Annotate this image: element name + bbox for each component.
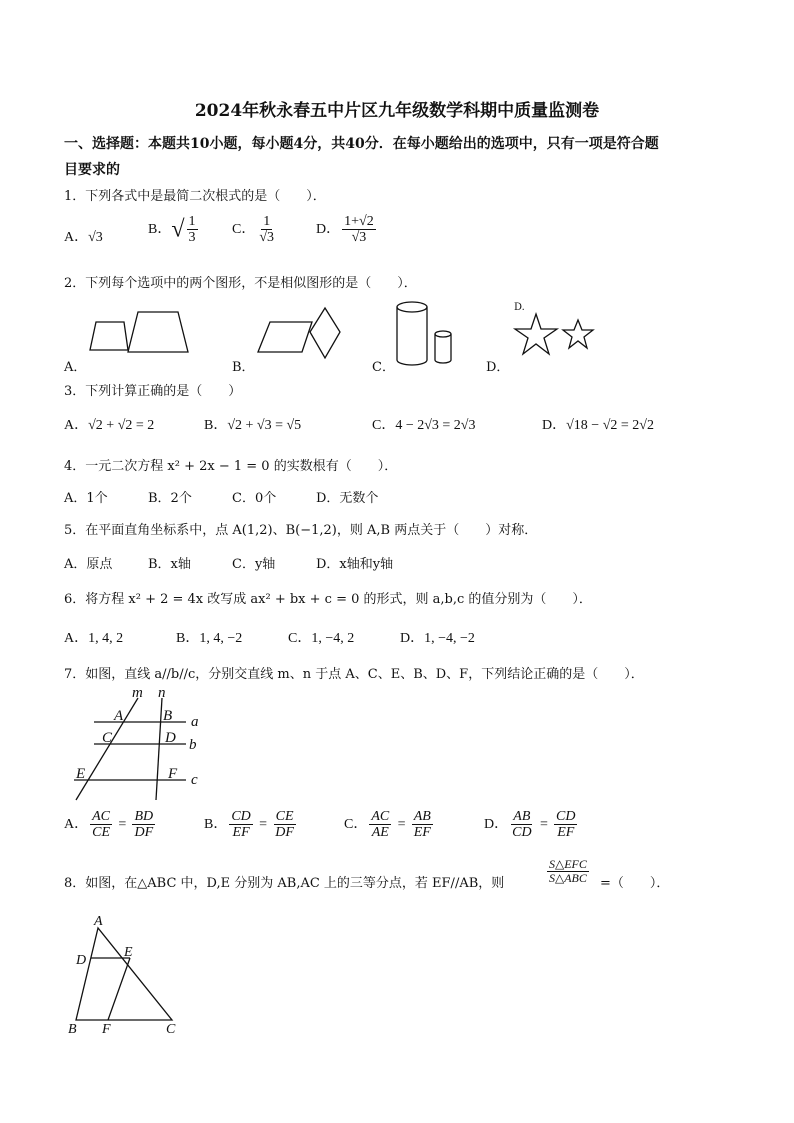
- label-b: b: [189, 737, 197, 753]
- q2-label-d-top: D.: [514, 302, 525, 313]
- q6-option-b: B．1, 4, −2: [176, 631, 243, 646]
- label-a: a: [191, 714, 199, 730]
- q7-option-c: C． $\frac{AC}{AE}$ = $\frac{AB}{EF}$: [344, 809, 431, 841]
- q7-stem: 7．如图，直线 a//b//c，分别交直线 m、n 于点 A、C、E、B、D、F，下列结论正确的是（ ）．: [64, 667, 644, 682]
- line-n: [156, 698, 162, 800]
- segment-EF: [108, 958, 130, 1020]
- q7-option-b: B． $\frac{CD}{EF}$ = $\frac{CE}{DF}$: [204, 809, 294, 841]
- q8-fraction: $\frac{\text{S△EFC}}{\text{S△ABC}}$: [549, 857, 587, 886]
- q6-option-d: D．1, −4, −2: [400, 631, 475, 646]
- q3-option-c: C．4 − 2√3 = 2√3: [372, 418, 476, 433]
- label-C: C: [166, 1022, 176, 1037]
- q7-option-a: A． $\frac{AC}{CE}$ = $\frac{BD}{DF}$: [64, 809, 154, 841]
- q3-option-a: A．√2 + √2 = 2: [64, 418, 155, 433]
- large-star-shape: [515, 314, 557, 354]
- q4-option-d: D．无数个: [316, 491, 379, 506]
- q1-option-c: C． $\frac{1}{√3}$: [232, 214, 275, 246]
- label-C: C: [102, 730, 113, 746]
- q3-stem: 3．下列计算正确的是（ ）: [64, 384, 242, 399]
- q6-option-c: C．1, −4, 2: [288, 631, 355, 646]
- q4-stem: 4．一元二次方程 x² + 2x − 1 = 0 的实数根有（ ）．: [64, 459, 398, 474]
- parallelogram-shape: [258, 322, 312, 352]
- q4-option-b: B．2个: [148, 491, 192, 506]
- label-B: B: [163, 708, 173, 724]
- q1-option-b: B．√ $\frac{1}{3}$: [148, 214, 196, 246]
- q6-stem: 6．将方程 x² + 2 = 4x 改写成 ax² + bx + c = 0 的形式，则 a,b,c 的值分别为（ ）．: [64, 592, 592, 607]
- label-m: m: [132, 685, 143, 701]
- q8-tail: =（ ）．: [600, 876, 670, 891]
- q2-label-d: D．: [486, 360, 510, 375]
- q8-figure: [60, 914, 190, 1039]
- q5-option-d: D．x轴和y轴: [316, 557, 394, 572]
- label-E: E: [76, 766, 86, 782]
- label-D: D: [165, 730, 176, 746]
- q2-stem: 2．下列每个选项中的两个图形，不是相似图形的是（ ）．: [64, 276, 417, 291]
- q8-stem: 8．如图，在△ABC 中，D,E 分别为 AB,AC 上的三等分点，若 EF//AB，则: [64, 876, 505, 891]
- q2-label-c: C．: [372, 360, 395, 375]
- page-title: 2024年秋永春五中片区九年级数学科期中质量监测卷: [194, 101, 600, 121]
- q2-label-a: A．: [64, 360, 87, 375]
- rhombus-shape: [310, 308, 340, 358]
- line-m: [76, 698, 138, 800]
- label-B: B: [68, 1022, 77, 1037]
- q2-label-b: B．: [232, 360, 255, 375]
- q4-option-c: C．0个: [232, 491, 277, 506]
- section-heading-line1: 一、选择题：本题共10小题，每小题4分，共40分．在每小题给出的选项中，只有一项是符合题: [64, 136, 659, 152]
- label-c: c: [191, 772, 198, 788]
- label-D: D: [76, 953, 87, 968]
- label-n: n: [158, 685, 166, 701]
- label-E: E: [124, 945, 133, 960]
- q3-option-b: B．√2 + √3 = √5: [204, 418, 302, 433]
- q3-option-d: D．√18 − √2 = 2√2: [542, 418, 654, 433]
- label-A: A: [94, 914, 103, 929]
- small-star-shape: [563, 320, 593, 348]
- section-heading-line2: 目要求的: [64, 162, 120, 178]
- q5-option-b: B．x轴: [148, 557, 191, 572]
- q6-option-a: A．1, 4, 2: [64, 631, 124, 646]
- label-A: A: [114, 708, 124, 724]
- label-F: F: [168, 766, 178, 782]
- q4-option-a: A．1个: [64, 491, 108, 506]
- small-cylinder-shape: [435, 331, 451, 363]
- small-trapezoid-shape: [90, 322, 128, 350]
- large-cylinder-shape: [397, 302, 427, 365]
- q5-option-c: C．y轴: [232, 557, 276, 572]
- large-trapezoid-shape: [128, 312, 188, 352]
- q1-stem: 1．下列各式中是最简二次根式的是（ ）．: [64, 189, 326, 204]
- q5-option-a: A．原点: [64, 557, 113, 572]
- q1-option-d: D． $\frac{1+√2}{√3}$: [316, 214, 374, 246]
- q1-option-a: A．√3: [64, 230, 103, 245]
- q7-option-d: D． $\frac{AB}{CD}$ = $\frac{CD}{EF}$: [484, 809, 576, 841]
- label-F: F: [102, 1022, 111, 1037]
- q5-stem: 5．在平面直角坐标系中，点 A(1,2)、B(−1,2)，则 A,B 两点关于（ ）对称．: [64, 523, 538, 538]
- q7-figure: [64, 684, 214, 804]
